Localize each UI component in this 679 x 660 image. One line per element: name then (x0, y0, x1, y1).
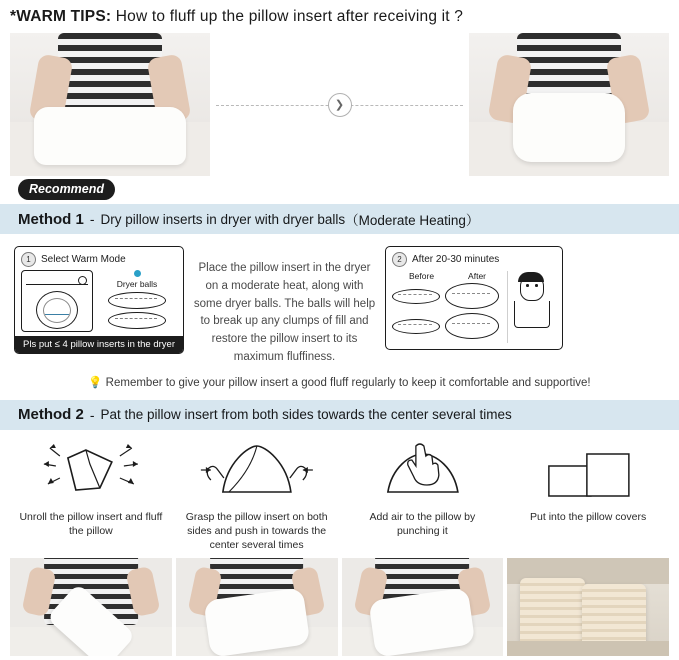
machine-water (45, 314, 69, 323)
person-body (514, 301, 550, 328)
machine-drum (36, 291, 78, 329)
remember-note (0, 369, 679, 397)
compare-row (392, 283, 503, 309)
bottom-photo-row (0, 552, 679, 660)
after-card-body (392, 271, 556, 343)
grasp-pillow-svg (176, 440, 338, 506)
dryer-balls-group (97, 270, 177, 332)
step-number-badge: 1 (21, 252, 36, 267)
dryer-balls-label: Dryer balls (116, 279, 158, 289)
remember-text: Remember to give your pillow insert a good fluff regularly to keep it comfortable and supportive! (105, 376, 591, 389)
pillow-cover-right (582, 584, 647, 649)
method-1-body (0, 234, 679, 369)
photo-step-1 (10, 558, 172, 656)
method-1-paren: （Moderate Heating） (345, 213, 480, 228)
pillow-covers-icon (507, 440, 669, 506)
fluffy-pillow (513, 93, 625, 162)
method-2-steps (0, 430, 679, 553)
step-label: After 20-30 minutes (412, 254, 500, 265)
step-number-badge: 2 (392, 252, 407, 267)
method-2-step (342, 440, 504, 553)
arrow-connector (210, 33, 469, 176)
top-photo-strip (0, 32, 679, 177)
after-label: After (468, 271, 486, 281)
washing-machine-icon (21, 270, 93, 332)
flat-pillow-icon (392, 319, 440, 334)
photo-step-2 (176, 558, 338, 656)
person-hair (518, 272, 544, 282)
compare-row (392, 313, 503, 339)
method-1-subtitle: Dry pillow inserts in dryer with dryer balls (100, 211, 346, 227)
dryer-illustration-card (14, 246, 184, 354)
step-caption: Add air to the pillow by punching it (369, 510, 476, 538)
after-step-row (392, 252, 556, 267)
dryer-inner (21, 270, 177, 332)
before-after-labels (392, 271, 503, 281)
dryer-card-footer: Pls put ≤ 4 pillow inserts in the dryer (15, 336, 183, 353)
photo-fluffy-pillow (469, 33, 669, 176)
machine-knob (78, 276, 87, 285)
step-caption: Put into the pillow covers (530, 510, 647, 523)
method-1-description: Place the pillow insert in the dryer on a moderate heat, along with some dryer balls. The balls will help to break up any clumps of fill and restore the pillow insert to its maximum fluffiness. (193, 262, 376, 364)
punch-pillow-icon (342, 440, 504, 506)
before-label: Before (409, 271, 435, 281)
person-illustration (507, 271, 556, 343)
flat-pillow (34, 107, 186, 164)
pillow-cover-left (520, 578, 585, 649)
method-2-step (10, 440, 172, 553)
pillow-covers-svg (507, 440, 669, 506)
after-drying-card (385, 246, 563, 350)
grasp-pillow-icon (176, 440, 338, 506)
page-title (0, 0, 679, 32)
unroll-pillow-svg (10, 440, 172, 506)
punch-pillow-svg (342, 440, 504, 506)
photo-step-3 (342, 558, 504, 656)
step-label: Select Warm Mode (41, 254, 126, 265)
fluffy-pillow-icon (445, 283, 499, 309)
chevron-right-icon: ❯ (328, 93, 352, 117)
lightbulb-icon: 💡 (88, 376, 103, 389)
method-1-title: Method 1 (18, 210, 84, 228)
step-caption: Grasp the pillow insert on both sides and push in towards the center several times (185, 510, 328, 552)
person-eye (535, 284, 538, 287)
warm-tips-text: How to fluff up the pillow insert after receiving it ? (115, 8, 464, 25)
pillow-outline-icon (108, 292, 166, 309)
flat-pillow-icon (392, 289, 440, 304)
warm-tips-label: *WARM TIPS: (10, 8, 112, 25)
recommend-badge-row (0, 181, 679, 201)
method-2-dash: - (89, 406, 95, 423)
dryer-ball-icon (134, 270, 141, 277)
method-2-title: Method 2 (18, 406, 84, 424)
person-eye (526, 284, 529, 287)
method-1-dash: - (89, 211, 95, 227)
step-caption: Unroll the pillow insert and fluff the pillow (19, 510, 163, 538)
method-2-subtitle: Pat the pillow insert from both sides towards the center several times (100, 407, 512, 423)
photo-flat-pillow (10, 33, 210, 176)
pillow-outline-icon (108, 312, 166, 329)
method-1-header (0, 204, 679, 234)
method-2-step (176, 440, 338, 553)
recommend-badge: Recommend (18, 179, 115, 200)
method-2-step (507, 440, 669, 553)
unroll-pillow-icon (10, 440, 172, 506)
photo-step-4 (507, 558, 669, 656)
dryer-step-row (21, 252, 177, 267)
method-2-header (0, 400, 679, 430)
fluffy-pillow-icon (445, 313, 499, 339)
before-after-compare (392, 271, 503, 343)
